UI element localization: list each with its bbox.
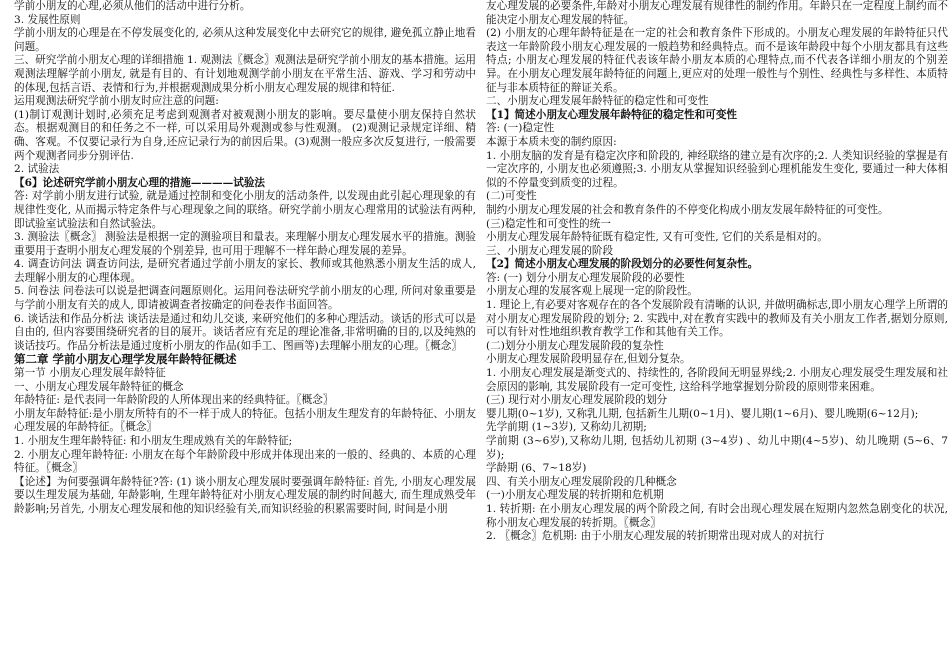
paragraph: 3. 测验法〖概念〗 测验法是根据一定的测验项目和量表。来理解小朋友心理发展水平的措施。测验重要用于查明小朋友心理发展的个别差异, 也可用于理解不一样年龄心理发展的差异。 xyxy=(14,231,476,257)
paragraph: 制约小朋友心理发展的社会和教育条件的不停变化构成小朋友发展年龄特征的可变性。 xyxy=(486,203,889,216)
paragraph: (1)制订观测计划时,必须充足考虑到观测者对被观测小朋友的影响。要尽量使小朋友保持自然状态。根据观测目的和任务之不一样, 可以采用局外观测或参与性观测。 (2)观测记录规定详细、精确、客观。不仅要记录行为自身,还应记录行为的前因后果。(3)观测一般应多次反复进行, 一般需要两个观测者同步分别评估. xyxy=(14,108,476,162)
paragraph: 运用观测法研究学前小朋友时应注意的问题: xyxy=(14,95,219,108)
paragraph: 小朋友心理的发展客观上展现一定的阶段性。 xyxy=(486,285,698,298)
paragraph: (三) 现行对小朋友心理发展阶段的划分 xyxy=(486,394,668,407)
paragraph: 3. 发展性原则 xyxy=(14,13,81,26)
paragraph: 2. 小朋友心理年龄特征: 小朋友在每个年龄阶段中形成并体现出来的一般的、经典的、本质的心理特征。〖概念〗 xyxy=(14,448,476,475)
section-title: 第一节 小朋友心理发展年龄特征 xyxy=(14,367,166,380)
left-text-column xyxy=(14,0,476,517)
paragraph: 5. 问卷法 问卷法可以说是把调查问题原则化。运用问卷法研究学前小朋友的心理, 所问对象重要是与学前小朋友有关的成人, 即请被调查者按确定的问卷表作书面回答。 xyxy=(14,285,476,312)
question-heading: 【1】简述小朋友心理发展年龄特征的稳定性和可变性 xyxy=(486,108,738,121)
paragraph: 2. 〖概念〗危机期: 由于小朋友心理发展的转折期常出现对成人的对抗行 xyxy=(486,530,825,543)
paragraph: 答: (一) 划分小朋友心理发展阶段的必要性 xyxy=(486,271,685,284)
paragraph: 学前小朋友的心理是在不停发展变化的, 必须从这种发展变化中去研究它的规律, 避免孤立静止地看问题。 xyxy=(14,27,476,53)
paragraph: 小朋友心理发展年龄特征既有稳定性, 又有可变性, 它们的关系是相对的。 xyxy=(486,231,828,244)
paragraph: 1. 小朋友生理年龄特征: 和小朋友生理成熟有关的年龄特征; xyxy=(14,435,293,447)
paragraph: (一)小朋友心理发展的转折期和危机期 xyxy=(486,489,664,502)
paragraph: 【论述】为何要强调年龄特征?答: (1) 谈小朋友心理发展时要强调年龄特征: 首先, 小朋友心理发展要以生理发展为基础, 年龄影响, 生理年龄特征对小朋友心理发展的制约时间越大, 而生理成熟受年龄影响;另首先, 小朋友心理发展和他的知识经验有关,而知识经验的积累需要时间, 时间是小朋 xyxy=(14,475,476,515)
chapter-title: 第二章 学前小朋友心理学发展年龄特征概述 xyxy=(14,352,237,367)
paragraph: (二)划分小朋友心理发展阶段的复杂性 xyxy=(486,339,664,352)
paragraph: 二、小朋友心理发展年龄特征的稳定性和可变性 xyxy=(486,95,709,108)
question-heading: 【2】简述小朋友心理发展的阶段划分的必要性何复杂性。 xyxy=(486,258,759,271)
paragraph: 一、小朋友心理发展年龄特征的概念 xyxy=(14,380,184,393)
paragraph: 6. 谈话法和作品分析法 谈话法是通过和幼儿交谈, 来研究他们的多种心理活动。谈话的形式可以是自由的, 但内容要围绕研究者的目的展开。谈话者应有充足的理论准备,非常明确的目的,以及纯熟的谈话技巧。作品分析法是通过度析小朋友的作品(如手工、图画等)去理解小朋友的心理。〖概念〗 xyxy=(14,312,476,352)
question-heading: 【6】论述研究学前小朋友心理的措施————试验法 xyxy=(14,176,266,189)
paragraph: 1. 转折期: 在小朋友心理发展的两个阶段之间, 有时会出现心理发展在短期内忽然急剧变化的状况, 称小朋友心理发展的转折期。〖概念〗 xyxy=(486,502,948,529)
paragraph: (二)可变性 xyxy=(486,190,537,203)
paragraph: 学前期 (3~6岁),又称幼儿期, 包括幼儿初期 (3~4岁) 、幼儿中期(4~5岁)、幼儿晚期 (5~6、7岁); xyxy=(486,435,948,461)
paragraph: (三)稳定性和可变性的统一 xyxy=(486,217,611,230)
paragraph: 2. 试验法 xyxy=(14,163,60,176)
paragraph: 三、小朋友心理发展的阶段 xyxy=(486,244,614,257)
paragraph: 小朋友心理发展阶段明显存在,但划分复杂。 xyxy=(486,353,691,366)
paragraph: 四、有关小朋友心理发展阶段的几种概念 xyxy=(486,475,677,488)
paragraph: 1. 小朋友脑的发育是有稳定次序和阶段的, 神经联络的建立是有次序的;2. 人类知识经验的掌握是有一定次序的, 小朋友也必须遵照;3. 小朋友从掌握知识经验到心理机能发生变化, 要通过一种大体相似的不停量变到质变的过程。 xyxy=(486,149,948,189)
paragraph: 1. 理论上,有必要对客观存在的各个发展阶段有清晰的认识, 并做明确标志,即小朋友心理学上所谓的对小朋友心理发展阶段的划分; 2. 实践中,对在教育实践中的教师及有关小朋友工作者,据划分原则,可以有针对性地组织教育教学工作和其他有关工作。 xyxy=(486,299,948,339)
paragraph: 婴儿期(0~1岁), 又称乳儿期, 包括新生儿期(0~1月)、婴儿期(1~6月)、婴儿晚期(6~12月); xyxy=(486,407,919,420)
paragraph: 三、研究学前小朋友心理的详细措施 1. 观测法〖概念〗观测法是研究学前小朋友的基本措施。运用观测法理解学前小朋友, 就是有目的、有计划地观测学前小朋友在平常生活、游戏、学习和劳动中的体现,包括言语、表情和行为,并根据观测成果分析小朋友心理发展的规律和特征. xyxy=(14,54,476,94)
paragraph: 学前小朋友的心理,必须从他们的活动中进行分析。 xyxy=(14,0,251,12)
paragraph: 本源于本质未变的制约原因: xyxy=(486,135,617,148)
paragraph: (2) 小朋友的心理年龄特征是在一定的社会和教育条件下形成的。小朋友心理发展的年龄特征只代表这一年龄阶段小朋友心理发展的一般趋势和经典特点。而不是该年龄段中每个小朋友都具有这些特点; 小朋友心理发展的特征代表该年龄小朋友本质的心理特点,而不代表各详细小朋友的个别差异。在小朋友心理发展年龄特征的问题上,更应对的处理一般性与个别性、经典性与多样性、本质特征与非本质特征的辩证关系。 xyxy=(486,27,948,94)
paragraph: 年龄特征: 是代表同一年龄阶段的人所体现出来的经典特征。〖概念〗 xyxy=(14,394,334,407)
paragraph: 小朋友年龄特征:是小朋友所特有的不一样于成人的特征。包括小朋友生理发育的年龄特征、小朋友心理发展的年龄特征。〖概念〗 xyxy=(14,407,476,434)
right-text-column xyxy=(486,0,948,544)
paragraph: 友心理发展的必要条件,年龄对小朋友心理发展有规律性的制约作用。年龄只在一定程度上制约而不能决定小朋友心理发展的特征。 xyxy=(486,0,948,26)
paragraph: 答: (一)稳定性 xyxy=(486,122,555,135)
paragraph: 答: 对学前小朋友进行试验, 就是通过控制和变化小朋友的活动条件, 以发现由此引起心理现象的有规律性变化, 从而揭示特定条件与心理现象之间的联络。研究学前小朋友心理常用的试验法有两种,即试验室试验法和自然试验法。 xyxy=(14,190,476,230)
paragraph: 学龄期 (6、7~18岁) xyxy=(486,462,587,475)
paragraph: 先学前期 (1~3岁), 又称幼儿初期; xyxy=(486,421,647,434)
paragraph: 4. 调查访问法 调查访问法, 是研究者通过学前小朋友的家长、教师或其他熟悉小朋友生活的成人, 去理解小朋友的心理体现。 xyxy=(14,258,476,284)
paragraph: 1. 小朋友心理发展是渐变式的、持续性的, 各阶段间无明显界线;2. 小朋友心理发展受生理发展和社会原因的影响, 其发展阶段有一定可变性, 这给科学地掌握划分阶段的原则带来困难。 xyxy=(486,367,948,393)
